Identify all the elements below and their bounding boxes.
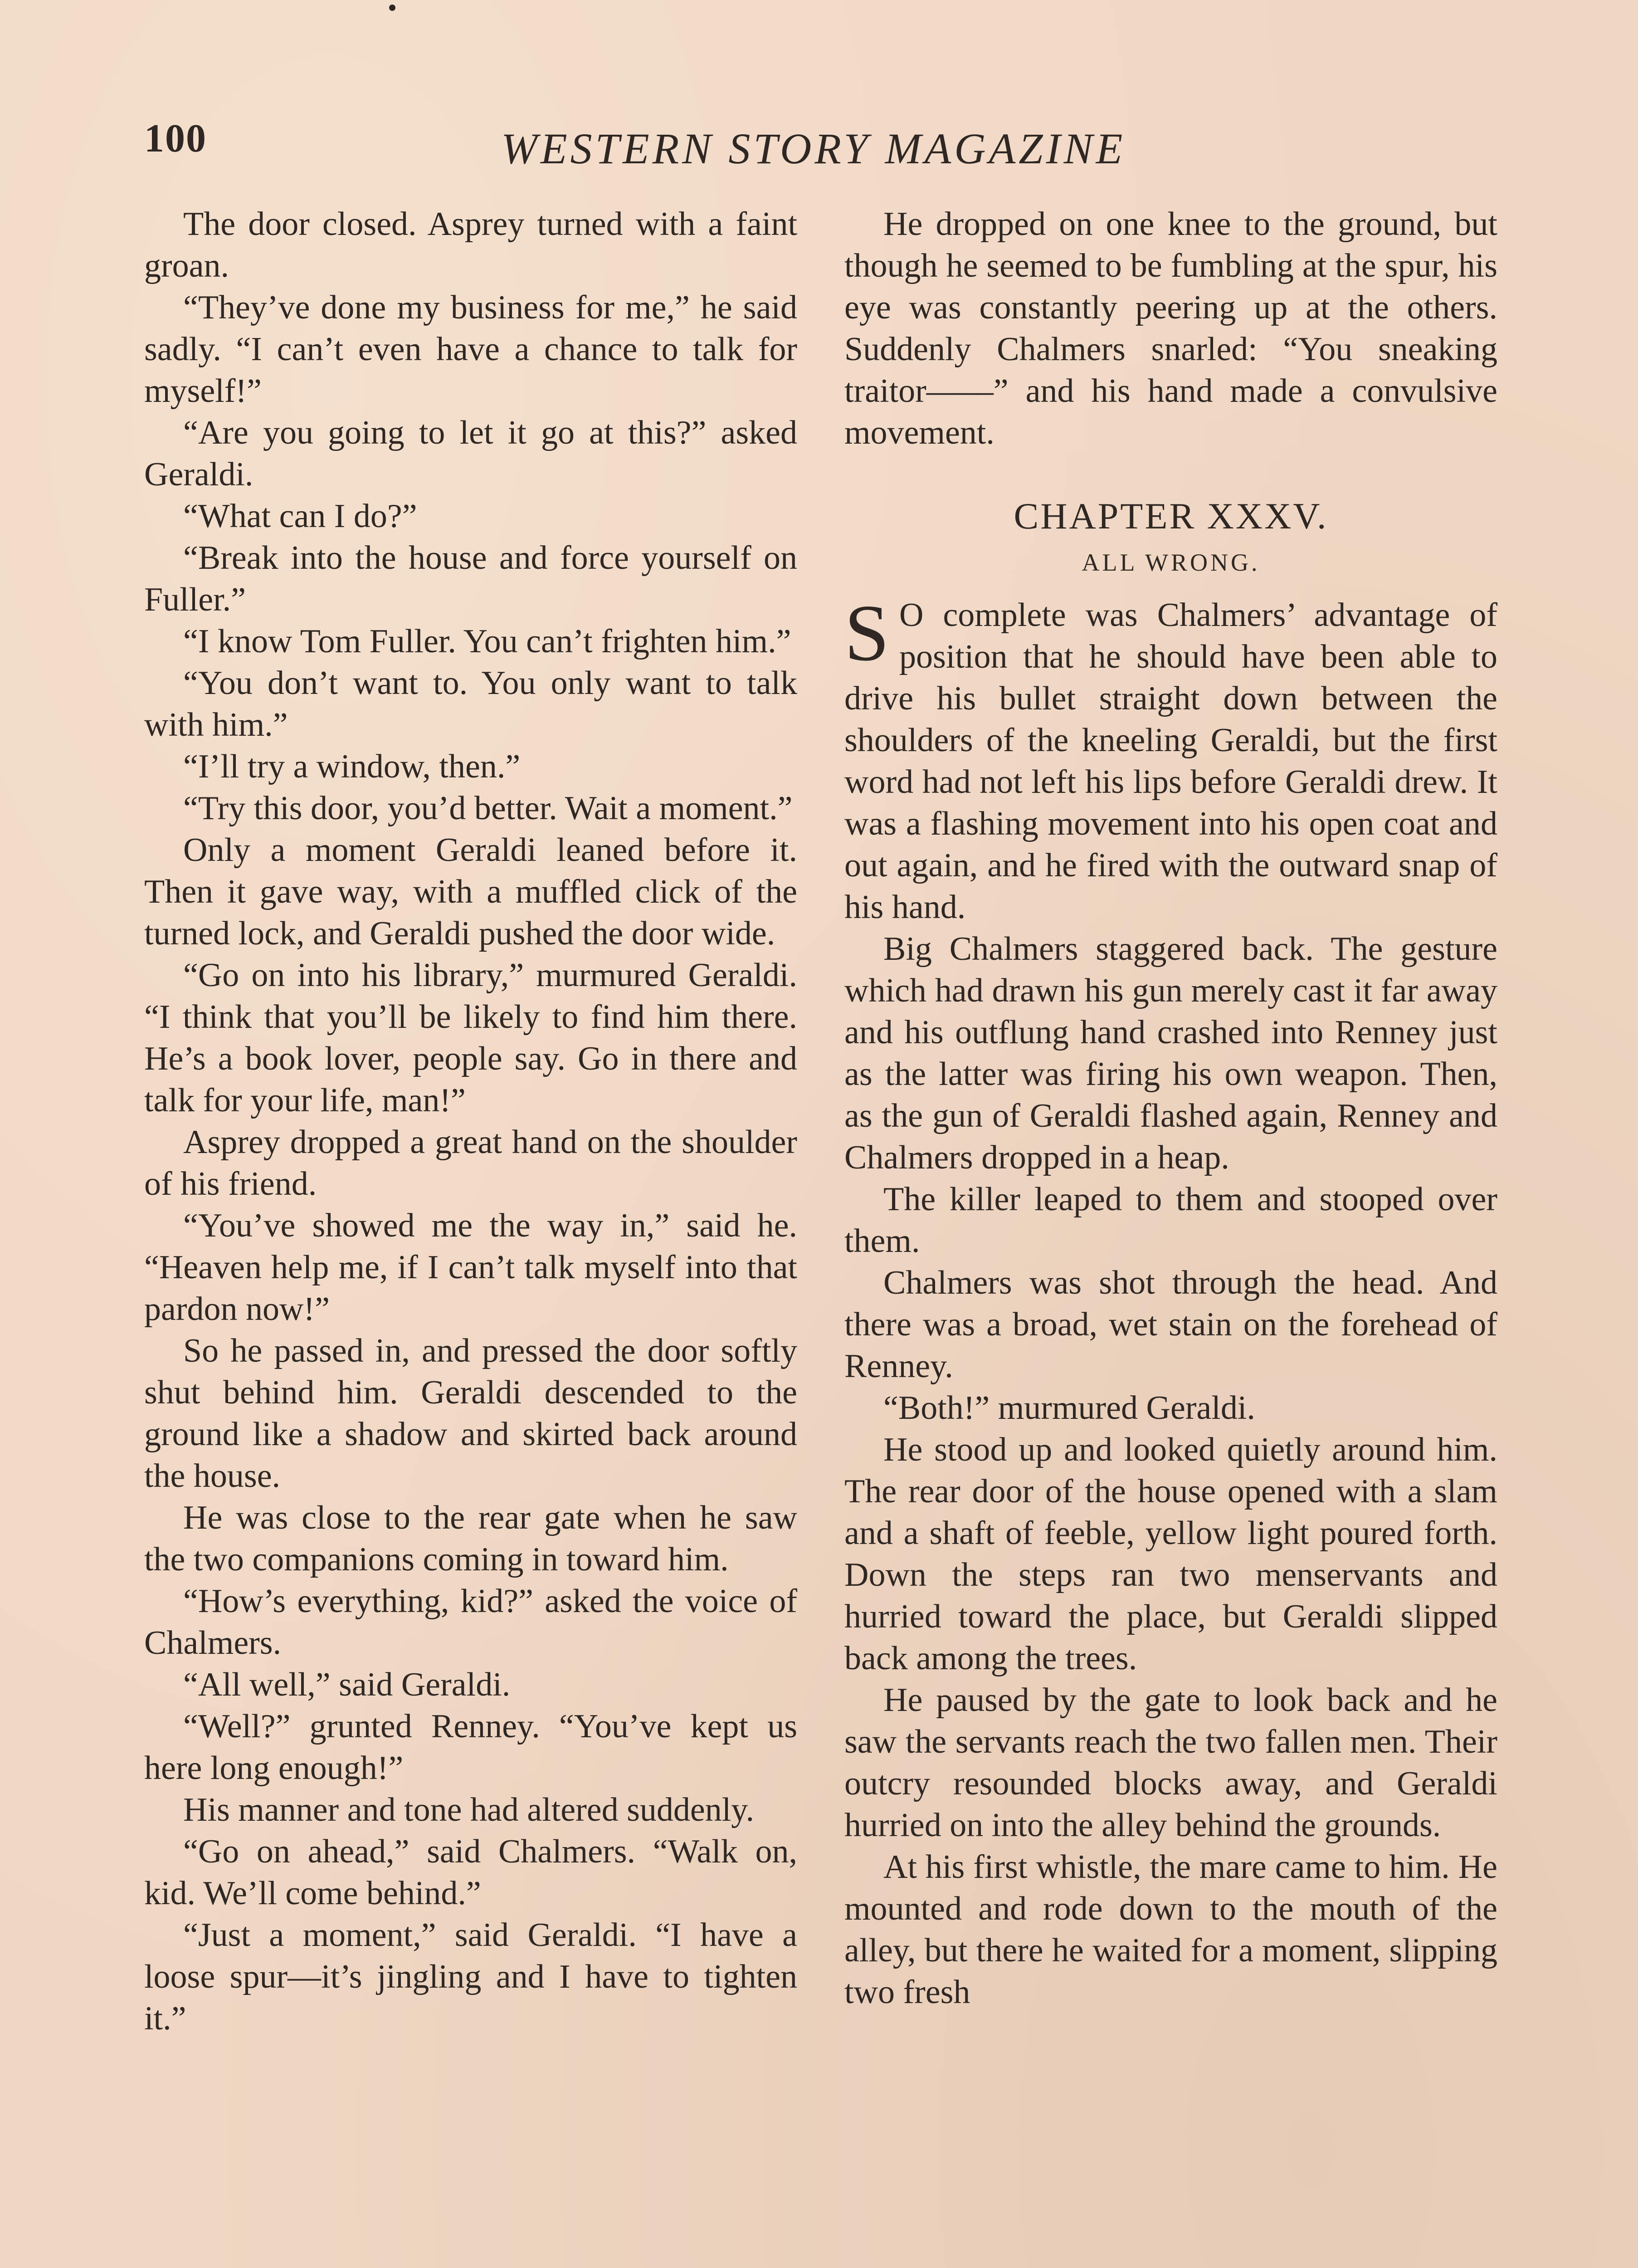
paragraph: “Break into the house and force yourself on Fuller.” [144, 539, 797, 618]
running-head: WESTERN STORY MAGAZINE [501, 124, 1126, 173]
paragraph: His manner and tone had altered suddenly. [183, 1791, 754, 1828]
print-speck [389, 5, 395, 11]
paragraph: The door closed. Asprey turned with a faint groan. [144, 205, 797, 284]
paragraph: “All well,” said Geraldi. [183, 1666, 511, 1703]
paragraph: “How’s everything, kid?” asked the voice of Chalmers. [144, 1583, 797, 1662]
paragraph: He stood up and looked quietly around him. The rear door of the house opened with a slam and a shaft of feeble, yellow light poured forth. Down the steps ran two menservants and hurried toward the place, but Geraldi slipped back among the trees. [844, 1431, 1497, 1677]
paragraph: “Are you going to let it go at this?” asked Geraldi. [144, 414, 797, 493]
paragraph: “Go on ahead,” said Chalmers. “Walk on, kid. We’ll come behind.” [144, 1833, 797, 1912]
paragraph: “Just a moment,” said Geraldi. “I have a loose spur—it’s jingling and I have to tighten it.” [144, 1916, 797, 2037]
paragraph: At his first whistle, the mare came to him. He mounted and rode down to the mouth of the alley, but there he waited for a moment, slipping two fresh [844, 1848, 1497, 2011]
paragraph: “Go on into his library,” murmured Geraldi. “I think that you’ll be likely to find him there. He’s a book lover, people say. Go in there and talk for your life, man!” [144, 957, 797, 1119]
left-column [144, 203, 797, 2039]
chapter-heading: CHAPTER XXXV. [1014, 495, 1328, 537]
chapter-subtitle: ALL WRONG. [1082, 549, 1260, 576]
paragraph: He was close to the rear gate when he saw the two companions coming in toward him. [144, 1499, 797, 1578]
paragraph: So he passed in, and pressed the door softly shut behind him. Geraldi descended to the ground like a shadow and skirted back around the house. [144, 1332, 797, 1495]
paragraph: Only a moment Geraldi leaned before it. Then it gave way, with a muffled click of the turned lock, and Geraldi pushed the door wide. [144, 831, 797, 952]
paragraph: “They’ve done my business for me,” he said sadly. “I can’t even have a chance to talk for myself!” [144, 289, 797, 410]
paragraph: Chalmers was shot through the head. And there was a broad, wet stain on the forehead of Renney. [844, 1264, 1497, 1385]
paragraph: “You’ve showed me the way in,” said he. “Heaven help me, if I can’t talk myself into that pardon now!” [144, 1207, 797, 1328]
paragraph: “What can I do?” [183, 498, 417, 535]
paragraph: Big Chalmers staggered back. The gesture which had drawn his gun merely cast it far away and his outflung hand crashed into Renney just as the latter was firing his own weapon. Then, as the gun of Geraldi flashed again, Renney and Chalmers dropped in a heap. [844, 930, 1497, 1176]
paragraph: “Well?” grunted Renney. “You’ve kept us here long enough!” [144, 1708, 797, 1787]
paragraph: “I’ll try a window, then.” [183, 748, 521, 785]
paragraph: Asprey dropped a great hand on the shoulder of his friend. [144, 1124, 797, 1202]
paragraph: He paused by the gate to look back and he saw the servants reach the two fallen men. Their outcry resounded blocks away, and Geraldi hurried on into the alley behind the grounds. [844, 1681, 1497, 1844]
right-column [844, 203, 1497, 2013]
chapter-opening-paragraph [844, 588, 1497, 928]
paragraph: “I know Tom Fuller. You can’t frighten him.” [183, 623, 791, 660]
paragraph: “Try this door, you’d better. Wait a moment.” [183, 790, 793, 827]
opening-text: O complete was Chalmers’ advantage of position that he should have been able to drive his bullet straight down between the shoulders of the kneeling Geraldi, but the first word had not left his lips before Geraldi drew. It was a flashing movement into his open coat and out again, and he fired with the outward snap of his hand. [844, 596, 1497, 926]
paragraph: He dropped on one knee to the ground, but though he seemed to be fumbling at the spur, his eye was constantly peering up at the others. Suddenly Chalmers snarled: “You sneaking traitor——” and his hand made a convulsive movement. [844, 205, 1497, 451]
paragraph: The killer leaped to them and stooped over them. [844, 1181, 1497, 1260]
drop-cap: S [844, 588, 889, 678]
paragraph: “You don’t want to. You only want to talk with him.” [144, 665, 797, 743]
paragraph: “Both!” murmured Geraldi. [883, 1389, 1255, 1427]
page-number: 100 [144, 117, 207, 161]
